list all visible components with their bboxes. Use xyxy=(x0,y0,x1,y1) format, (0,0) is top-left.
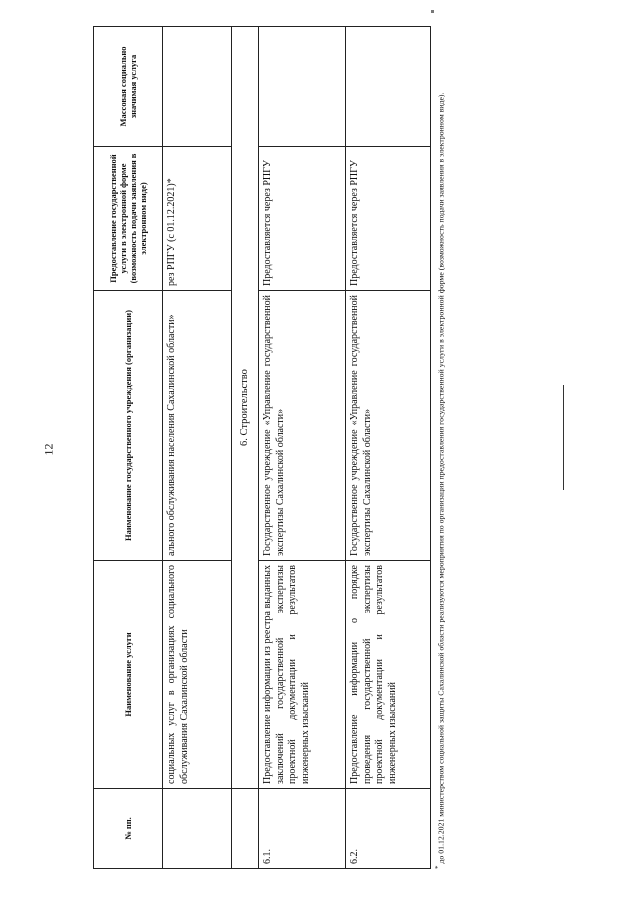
section-title: 6. Строительство xyxy=(232,27,259,789)
header-org: Наименование государственного учреждения (организации) xyxy=(94,291,163,561)
header-electronic: Предоставление государственной услуги в электронной форме (возможность подачи заявления в электронном виде) xyxy=(94,147,163,291)
cell-org: Государственное учреждение «Управление государственной экспертизы Сахалинской области» xyxy=(259,291,346,561)
cell-empty xyxy=(232,789,259,869)
table-row xyxy=(259,27,346,869)
cell-service: Предоставление информации о порядке проведения государственной экспертизы проектной документации и результатов инженерных изысканий xyxy=(346,561,431,789)
table-row xyxy=(346,27,431,869)
cell-electronic: Предоставляется через РПГУ xyxy=(346,147,431,291)
table-header-row xyxy=(94,27,163,869)
cell-org: Государственное учреждение «Управление государственной экспертизы Сахалинской области» xyxy=(346,291,431,561)
cell-num: 6.2. xyxy=(346,789,431,869)
table-row xyxy=(163,27,232,869)
cell-mass xyxy=(346,27,431,147)
cell-mass xyxy=(259,27,346,147)
cell-num: 6.1. xyxy=(259,789,346,869)
footnote-separator xyxy=(563,385,564,490)
services-table xyxy=(93,26,431,869)
footnote xyxy=(434,27,474,869)
section-row xyxy=(232,27,259,869)
scan-speck xyxy=(431,10,434,13)
cell-electronic: Предоставляется через РПГУ xyxy=(259,147,346,291)
cell-electronic: рез РПГУ (с 01.12.2021)* xyxy=(163,147,232,291)
cell-service: Предоставление информации из реестра выданных заключений государственной экспертизы проектной документации и результатов инженерных изысканий xyxy=(259,561,346,789)
cell-org: ального обслуживания населения Сахалинской области» xyxy=(163,291,232,561)
cell-num xyxy=(163,789,232,869)
page-number: 12 xyxy=(41,443,56,456)
cell-service: социальных услуг в организациях социального обслуживания Сахалинской области xyxy=(163,561,232,789)
cell-mass xyxy=(163,27,232,147)
footnote-text: до 01.12.2021 министерством социальной защиты Сахалинской области реализуются мероприятия по организации предоставления государственной услуги в электронной форме (возможность подачи заявления в электронном виде). xyxy=(436,92,446,864)
header-mass: Массовая социально значимая услуга xyxy=(94,27,163,147)
footnote-mark: * xyxy=(434,865,442,869)
header-num: № пп. xyxy=(94,789,163,869)
rotated-table-container xyxy=(93,27,439,869)
header-service: Наименование услуги xyxy=(94,561,163,789)
